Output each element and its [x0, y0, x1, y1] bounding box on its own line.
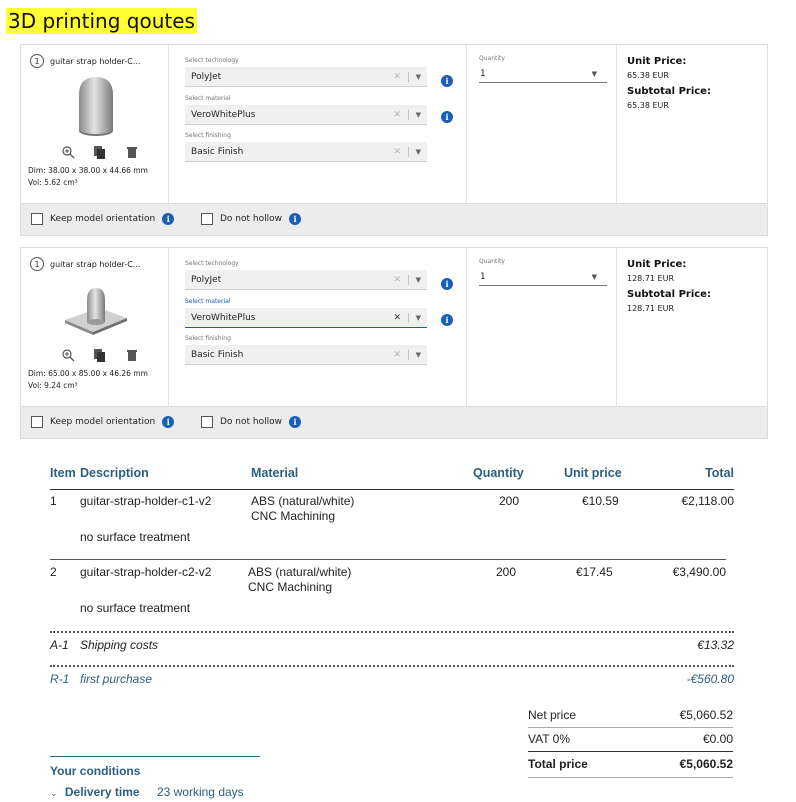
- model-name[interactable]: [30, 54, 140, 68]
- row-divider: [50, 559, 726, 560]
- material-value: VeroWhitePlus: [191, 313, 256, 323]
- net-price-value: €5,060.52: [679, 708, 733, 722]
- discount-label: first purchase: [80, 672, 153, 686]
- do-not-hollow-label: Do not hollow: [220, 214, 282, 224]
- delivery-time-value: 23 working days: [156, 785, 244, 799]
- quantity-label: Quantity: [479, 258, 505, 265]
- chevron-down-icon[interactable]: ▼: [415, 111, 421, 119]
- finishing-value: Basic Finish: [191, 350, 244, 360]
- quantity-label: Quantity: [479, 55, 505, 62]
- clear-icon[interactable]: ✕: [393, 313, 401, 323]
- unit-price-value: 65.38 EUR: [627, 71, 669, 80]
- info-icon[interactable]: i: [441, 75, 453, 87]
- select-divider: [408, 313, 409, 323]
- finishing-label: Select finishing: [185, 132, 231, 139]
- volume-text: Vol: 9.24 cm³: [28, 381, 78, 390]
- vat-label: VAT 0%: [528, 732, 571, 746]
- model-index-badge: 1: [30, 54, 44, 68]
- row-material: ABS (natural/white): [248, 565, 352, 579]
- quantity-select[interactable]: [479, 268, 607, 286]
- keep-orientation-label: Keep model orientation: [50, 214, 156, 224]
- do-not-hollow-checkbox[interactable]: [201, 213, 213, 225]
- material-label: Select material: [185, 298, 231, 305]
- row-material: ABS (natural/white): [251, 494, 355, 508]
- copy-icon[interactable]: [93, 145, 107, 159]
- info-icon[interactable]: i: [162, 416, 174, 428]
- options-panel: [177, 45, 467, 205]
- select-divider: [408, 275, 409, 285]
- select-divider: [408, 110, 409, 120]
- summary-divider: [528, 727, 733, 728]
- quantity-value: 1: [480, 272, 486, 282]
- chevron-down-icon[interactable]: ▼: [415, 351, 421, 359]
- unit-price-label: Unit Price:: [627, 259, 687, 270]
- card-options-bar: [21, 406, 767, 438]
- table-row: [50, 494, 734, 554]
- info-icon[interactable]: i: [441, 111, 453, 123]
- finishing-select[interactable]: [185, 142, 427, 162]
- summary-divider: [528, 777, 733, 778]
- delivery-time-label: Delivery time: [64, 785, 140, 799]
- row-treatment: no surface treatment: [80, 601, 191, 615]
- chevron-down-icon[interactable]: ▼: [591, 70, 597, 78]
- row-quantity: 200: [496, 565, 517, 579]
- discount-code: R-1: [50, 672, 70, 686]
- material-select[interactable]: [185, 105, 427, 125]
- row-divider: [50, 631, 734, 633]
- volume-text: Vol: 5.62 cm³: [28, 178, 78, 187]
- finishing-value: Basic Finish: [191, 147, 244, 157]
- total-price-label: Total price: [528, 757, 588, 771]
- material-label: Select material: [185, 95, 231, 102]
- row-unit-price: €17.45: [576, 565, 613, 579]
- model-panel: [21, 45, 169, 205]
- shipping-value: €13.32: [697, 638, 734, 652]
- technology-select[interactable]: [185, 270, 427, 290]
- model-preview-image[interactable]: [61, 274, 131, 344]
- row-item: 1: [50, 494, 57, 508]
- row-total: €2,118.00: [681, 494, 734, 508]
- select-divider: [408, 147, 409, 157]
- technology-value: PolyJet: [191, 275, 222, 285]
- total-price-row: [528, 757, 733, 773]
- clear-icon[interactable]: ✕: [393, 110, 401, 120]
- model-name[interactable]: [30, 257, 140, 271]
- keep-orientation-checkbox[interactable]: [31, 213, 43, 225]
- header-item: Item: [50, 466, 76, 480]
- keep-orientation-option[interactable]: [31, 213, 174, 225]
- subtotal-price-value: 128.71 EUR: [627, 304, 675, 313]
- info-icon[interactable]: i: [441, 278, 453, 290]
- delivery-time-row[interactable]: [50, 785, 244, 799]
- chevron-down-icon[interactable]: ▼: [591, 273, 597, 281]
- quantity-value: 1: [480, 69, 486, 79]
- technology-value: PolyJet: [191, 72, 222, 82]
- row-description: guitar-strap-holder-c2-v2: [80, 565, 212, 579]
- row-total: €3,490.00: [672, 565, 726, 579]
- subtotal-price-label: Subtotal Price:: [627, 289, 711, 300]
- zoom-in-icon[interactable]: [61, 145, 75, 159]
- dimensions-text: Dim: 38.00 x 38.00 x 44.66 mm: [28, 166, 148, 175]
- quote-card-1: [20, 44, 768, 236]
- do-not-hollow-label: Do not hollow: [220, 417, 282, 427]
- info-icon[interactable]: i: [289, 416, 301, 428]
- chevron-down-icon[interactable]: ▼: [415, 314, 421, 322]
- model-name-label: guitar strap holder-C...: [50, 259, 141, 269]
- conditions-title: Your conditions: [50, 764, 141, 778]
- discount-row: [50, 672, 734, 688]
- model-dimensions: [28, 368, 148, 392]
- price-panel: [627, 258, 767, 318]
- model-panel: [21, 248, 169, 408]
- clear-icon[interactable]: ✕: [393, 147, 401, 157]
- subtotal-price-label: Subtotal Price:: [627, 86, 711, 97]
- copy-icon[interactable]: [93, 348, 107, 362]
- unit-price-value: 128.71 EUR: [627, 274, 675, 283]
- table-header: [50, 466, 734, 490]
- row-unit-price: €10.59: [582, 494, 619, 508]
- row-process: CNC Machining: [248, 580, 333, 594]
- quantity-select[interactable]: [479, 65, 607, 83]
- row-item: 2: [50, 565, 57, 579]
- material-select[interactable]: [185, 308, 427, 328]
- model-dimensions: [28, 165, 148, 189]
- page-title: 3D printing qoutes: [8, 9, 195, 33]
- row-divider: [50, 665, 734, 667]
- dimensions-text: Dim: 65.00 x 85.00 x 46.26 mm: [28, 369, 148, 378]
- info-icon[interactable]: i: [162, 213, 174, 225]
- do-not-hollow-option[interactable]: [201, 416, 301, 428]
- model-name-label: guitar strap holder-C...: [50, 56, 141, 66]
- conditions-divider: [50, 756, 260, 757]
- quote-card-2: [20, 247, 768, 439]
- row-treatment: no surface treatment: [80, 530, 191, 544]
- trash-icon[interactable]: [125, 348, 139, 362]
- row-quantity: 200: [499, 494, 520, 508]
- chevron-down-icon[interactable]: ▼: [415, 276, 421, 284]
- chevron-down-icon[interactable]: ▼: [415, 148, 421, 156]
- model-preview-image[interactable]: [61, 71, 131, 141]
- unit-price-label: Unit Price:: [627, 56, 687, 67]
- info-icon[interactable]: i: [289, 213, 301, 225]
- card-options-bar: [21, 203, 767, 235]
- vat-row: [528, 732, 733, 748]
- clear-icon[interactable]: ✕: [393, 72, 401, 82]
- chevron-down-icon[interactable]: ▼: [415, 73, 421, 81]
- shipping-code: A-1: [50, 638, 69, 652]
- net-price-row: [528, 708, 733, 724]
- info-icon[interactable]: i: [441, 314, 453, 326]
- chevron-down-icon[interactable]: ⌄: [50, 788, 58, 798]
- summary-divider: [528, 751, 733, 752]
- do-not-hollow-checkbox[interactable]: [201, 416, 213, 428]
- quantity-panel: [471, 248, 617, 408]
- trash-icon[interactable]: [125, 145, 139, 159]
- keep-orientation-option[interactable]: [31, 416, 174, 428]
- select-divider: [408, 350, 409, 360]
- price-panel: [627, 55, 767, 115]
- discount-value: -€560.80: [686, 672, 734, 686]
- total-price-value: €5,060.52: [679, 757, 733, 771]
- do-not-hollow-option[interactable]: [201, 213, 301, 225]
- table-row: [50, 565, 734, 625]
- keep-orientation-checkbox[interactable]: [31, 416, 43, 428]
- clear-icon[interactable]: ✕: [393, 350, 401, 360]
- shipping-row: [50, 638, 734, 654]
- clear-icon[interactable]: ✕: [393, 275, 401, 285]
- technology-label: Select technology: [185, 260, 239, 267]
- header-material: Material: [251, 466, 299, 480]
- zoom-in-icon[interactable]: [61, 348, 75, 362]
- header-unit-price: Unit price: [564, 466, 622, 480]
- finishing-label: Select finishing: [185, 335, 231, 342]
- technology-label: Select technology: [185, 57, 239, 64]
- header-description: Description: [80, 466, 149, 480]
- quantity-panel: [471, 45, 617, 205]
- finishing-select[interactable]: [185, 345, 427, 365]
- options-panel: [177, 248, 467, 408]
- subtotal-price-value: 65.38 EUR: [627, 101, 669, 110]
- net-price-label: Net price: [528, 708, 577, 722]
- technology-select[interactable]: [185, 67, 427, 87]
- select-divider: [408, 72, 409, 82]
- row-description: guitar-strap-holder-c1-v2: [80, 494, 212, 508]
- material-value: VeroWhitePlus: [191, 110, 256, 120]
- vat-value: €0.00: [702, 732, 733, 746]
- model-index-badge: 1: [30, 257, 44, 271]
- shipping-label: Shipping costs: [80, 638, 159, 652]
- header-total: Total: [705, 466, 734, 480]
- header-quantity: Quantity: [473, 466, 524, 480]
- keep-orientation-label: Keep model orientation: [50, 417, 156, 427]
- row-process: CNC Machining: [251, 509, 336, 523]
